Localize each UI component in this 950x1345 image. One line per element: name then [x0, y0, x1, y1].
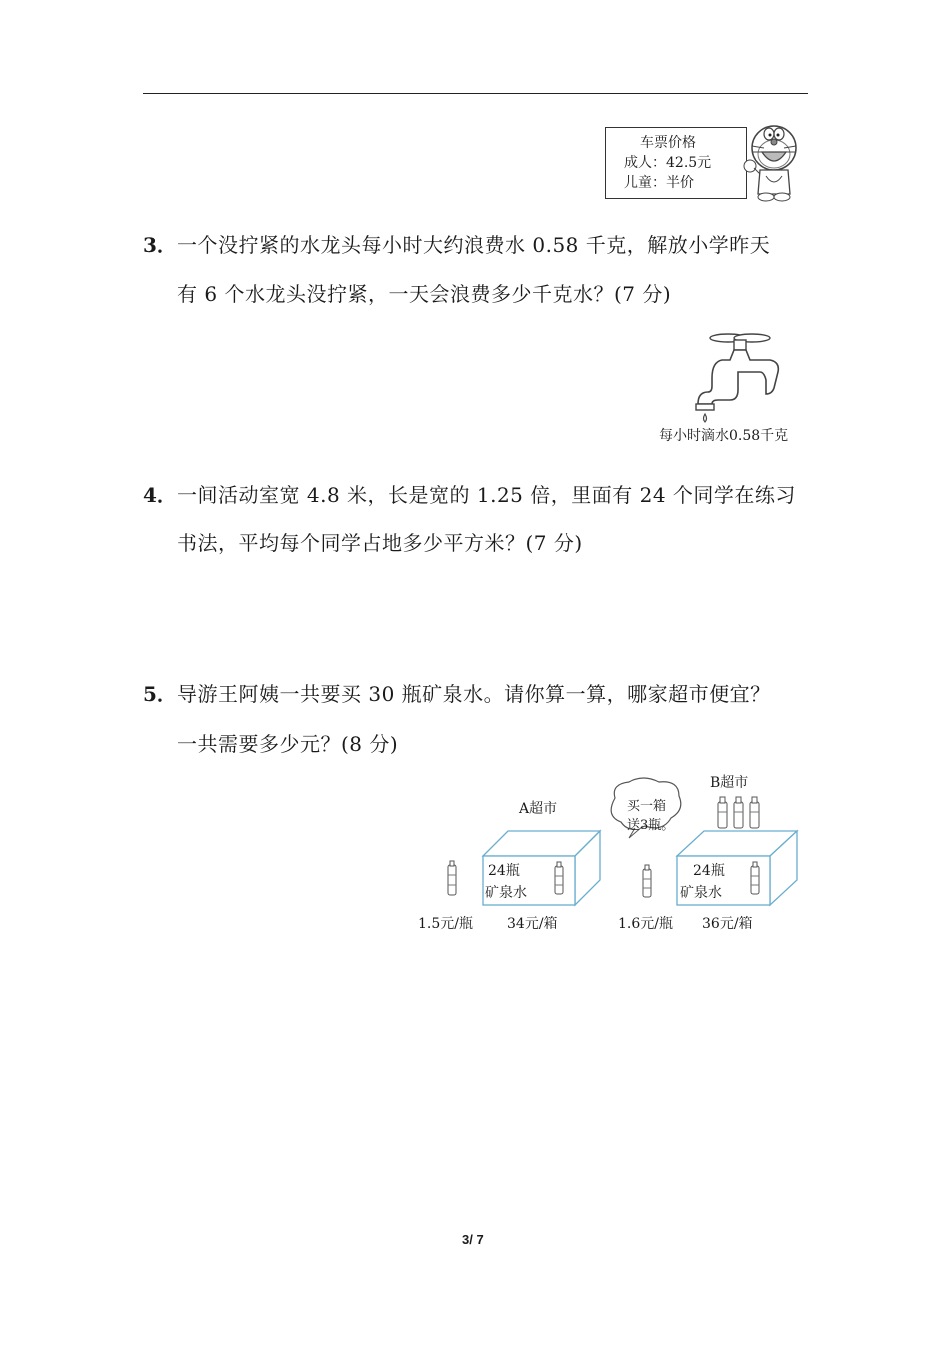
store-b-promo-line-1: 买一箱	[627, 799, 667, 814]
question-4-line-1: 一间活动室宽 4.8 米，长是宽的 1.25 倍，里面有 24 个同学在练习	[177, 483, 796, 507]
header-rule	[143, 93, 808, 94]
ticket-child-price: 儿童：半价	[624, 175, 694, 191]
store-a-box-count: 24瓶	[488, 863, 520, 879]
store-b-single-bottle-icon	[643, 865, 651, 897]
ticket-adult-price: 成人：42.5元	[624, 155, 712, 171]
question-4-line-2: 书法，平均每个同学占地多少平方米？(7 分)	[177, 531, 583, 555]
question-3-line-2: 有 6 个水龙头没拧紧，一天会浪费多少千克水？(7 分)	[177, 282, 672, 306]
question-5-line-1: 导游王阿姨一共要买 30 瓶矿泉水。请你算一算，哪家超市便宜？	[177, 682, 771, 706]
bonus-bottles-icon	[718, 797, 759, 828]
faucet-illustration	[690, 332, 790, 424]
store-b-name: B超市	[710, 775, 749, 791]
question-5-number: 5．	[143, 682, 177, 706]
ticket-title: 车票价格	[640, 135, 696, 151]
store-b-box-label: 矿泉水	[680, 885, 722, 901]
supermarket-figure	[415, 768, 810, 943]
question-3-line-1: 一个没拧紧的水龙头每小时大约浪费水 0.58 千克，解放小学昨天	[177, 233, 771, 257]
store-b-bottle-price: 1.6元/瓶	[618, 916, 673, 932]
question-3-number: 3．	[143, 233, 177, 257]
store-a-bottle-price: 1.5元/瓶	[418, 916, 473, 932]
store-b-box-count: 24瓶	[693, 863, 725, 879]
store-a-box-price: 34元/箱	[507, 916, 558, 932]
store-b-promo-line-2: 送3瓶。	[627, 818, 675, 833]
store-a-box-label: 矿泉水	[485, 885, 527, 901]
store-a-name: A超市	[519, 801, 558, 817]
faucet-caption: 每小时滴水0.58千克	[659, 428, 789, 444]
page-number: 3/ 7	[462, 1232, 484, 1247]
store-b-box-price: 36元/箱	[702, 916, 753, 932]
store-a-single-bottle-icon	[448, 861, 456, 895]
ticket-price-box	[605, 127, 747, 199]
doraemon-illustration	[738, 122, 806, 202]
question-4-number: 4．	[143, 483, 177, 507]
question-5-line-2: 一共需要多少元？(8 分)	[177, 732, 399, 756]
